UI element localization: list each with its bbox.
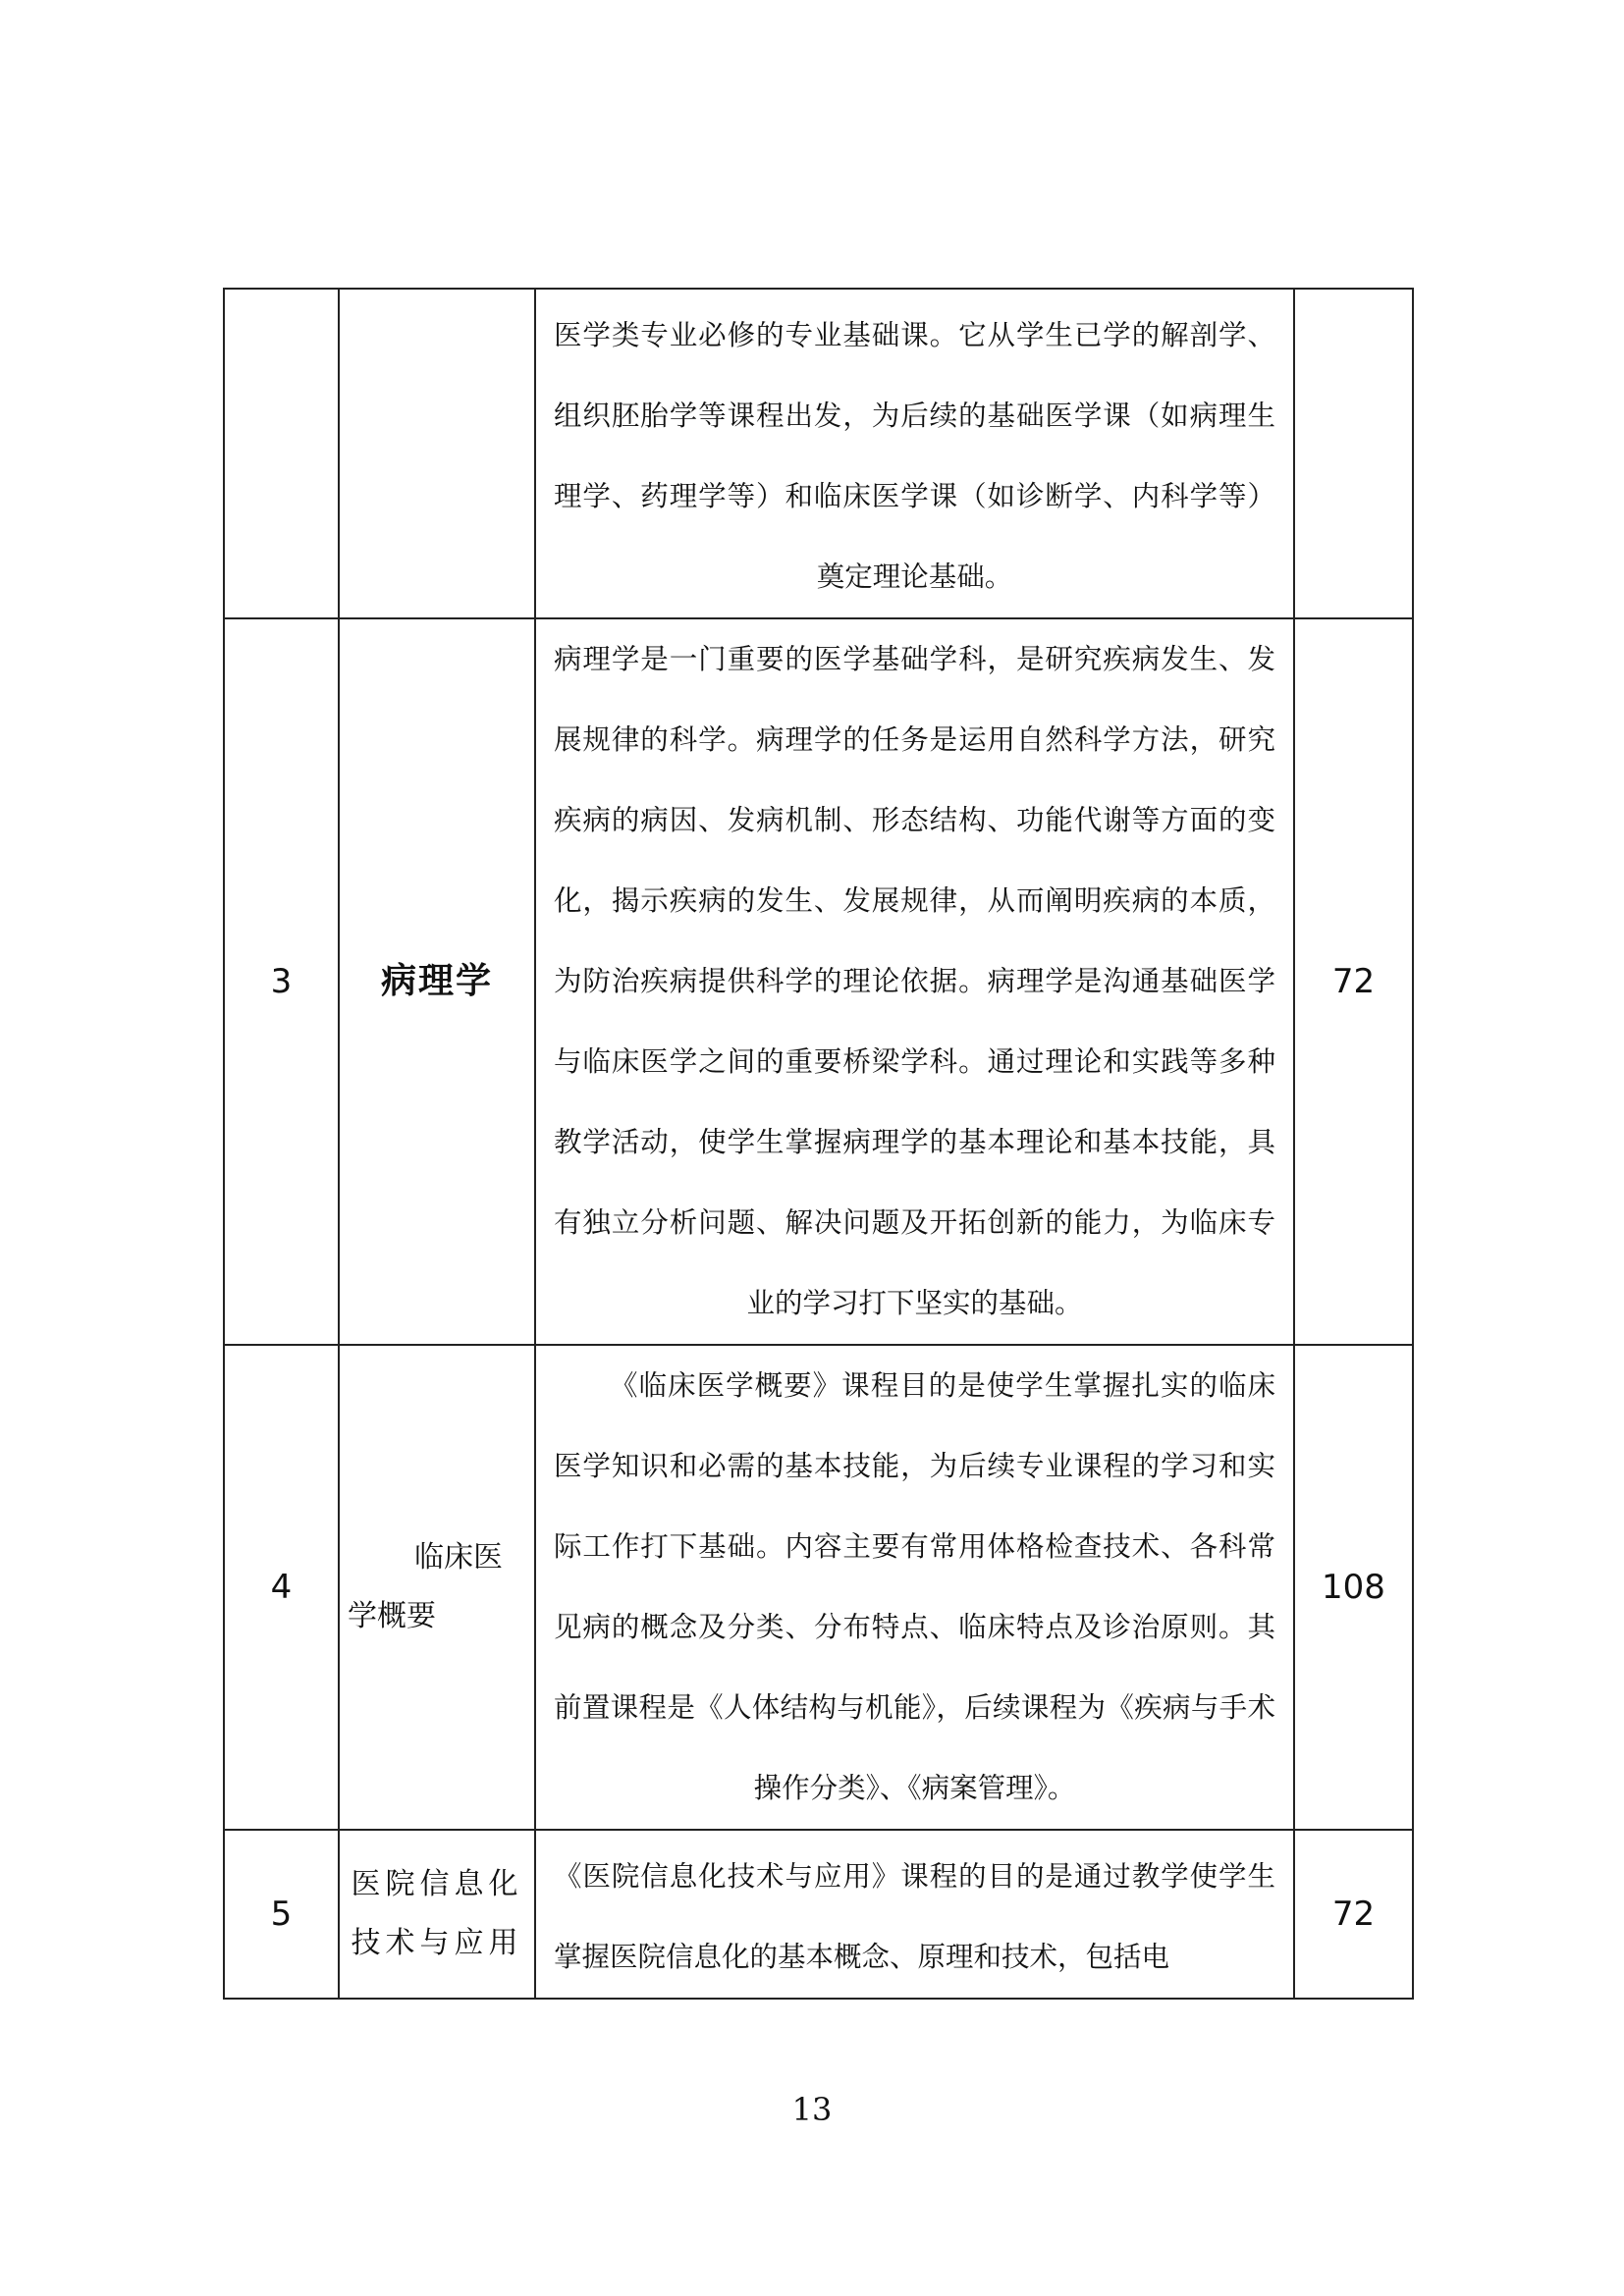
table-row bbox=[224, 618, 1413, 1345]
course-hours-cell bbox=[1294, 289, 1413, 618]
course-name-cell: 病理学 bbox=[339, 618, 535, 1345]
course-hours-cell: 108 bbox=[1294, 1345, 1413, 1830]
course-description-cell: 医学类专业必修的专业基础课。它从学生已学的解剖学、组织胚胎学等课程出发，为后续的基础医学课（如病理生理学、药理学等）和临床医学课（如诊断学、内科学等）奠定理论基础。 bbox=[535, 289, 1294, 618]
course-number-cell: 5 bbox=[224, 1830, 339, 1999]
course-description-cell: 《临床医学概要》课程目的是使学生掌握扎实的临床医学知识和必需的基本技能，为后续专业课程的学习和实际工作打下基础。内容主要有常用体格检查技术、各科常见病的概念及分类、分布特点、临床特点及诊治原则。其前置课程是《人体结构与机能》，后续课程为《疾病与手术操作分类》、《病案管理》。 bbox=[535, 1345, 1294, 1830]
course-hours-cell: 72 bbox=[1294, 1830, 1413, 1999]
course-number-cell: 3 bbox=[224, 618, 339, 1345]
table-row bbox=[224, 1830, 1413, 1999]
course-name-cell bbox=[339, 289, 535, 618]
course-number-cell: 4 bbox=[224, 1345, 339, 1830]
table-row bbox=[224, 289, 1413, 618]
course-hours-cell: 72 bbox=[1294, 618, 1413, 1345]
course-number-cell bbox=[224, 289, 339, 618]
table-row bbox=[224, 1345, 1413, 1830]
course-name-cell: 医院信息化技术与应用 bbox=[339, 1830, 535, 1999]
course-description-cell: 病理学是一门重要的医学基础学科，是研究疾病发生、发展规律的科学。病理学的任务是运用自然科学方法，研究疾病的病因、发病机制、形态结构、功能代谢等方面的变化，揭示疾病的发生、发展规律，从而阐明疾病的本质，为防治疾病提供科学的理论依据。病理学是沟通基础医学与临床医学之间的重要桥梁学科。通过理论和实践等多种教学活动，使学生掌握病理学的基本理论和基本技能，具有独立分析问题、解决问题及开拓创新的能力，为临床专业的学习打下坚实的基础。 bbox=[535, 618, 1294, 1345]
course-description-cell: 《医院信息化技术与应用》课程的目的是通过教学使学生掌握医院信息化的基本概念、原理和技术，包括电 bbox=[535, 1830, 1294, 1999]
course-name-cell: 临床医学概要 bbox=[339, 1345, 535, 1830]
page-number: 13 bbox=[791, 2091, 833, 2128]
course-table bbox=[223, 288, 1414, 2000]
